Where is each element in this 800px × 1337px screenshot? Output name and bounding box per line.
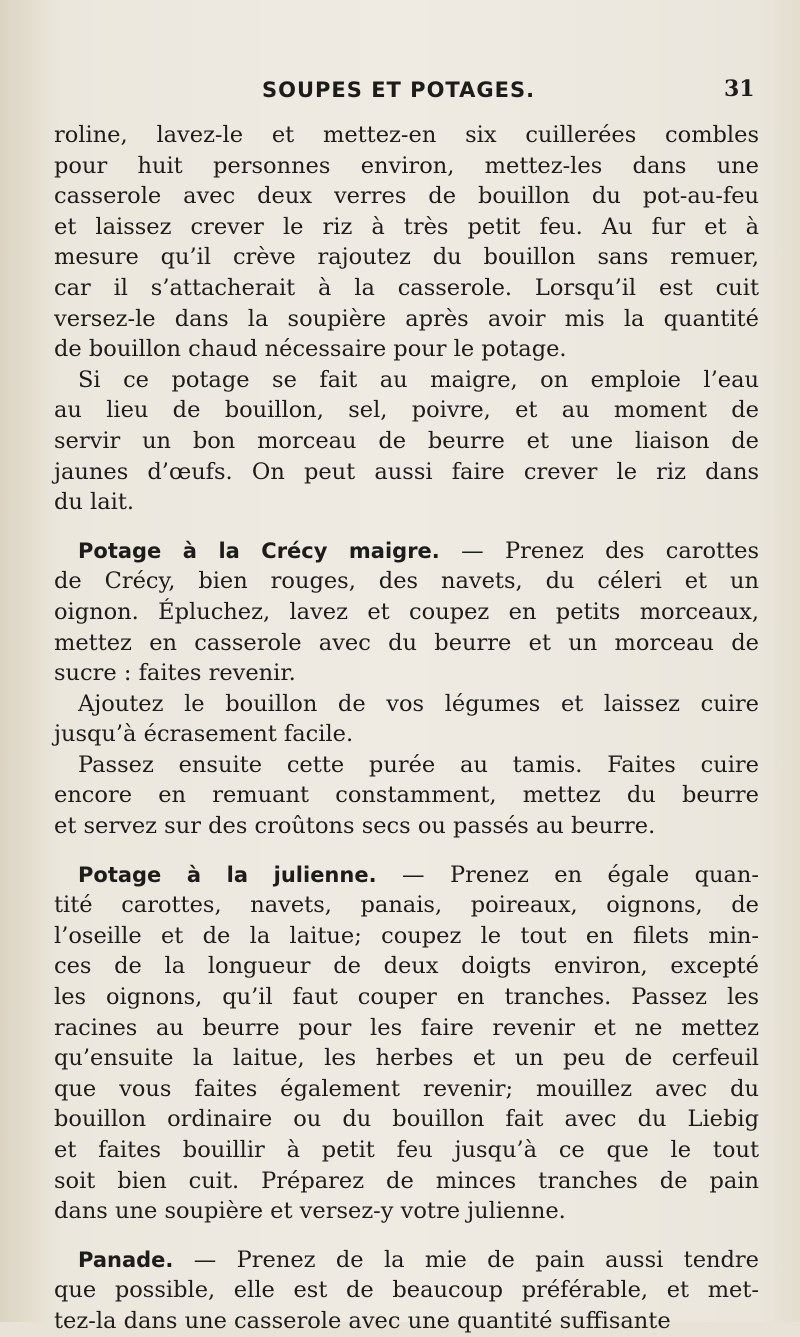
- running-title: SOUPES ET POTAGES.: [262, 78, 536, 102]
- text-line: sucre : faites revenir.: [54, 660, 296, 687]
- text-line: [54, 536, 759, 567]
- text-line: oignon. Épluchez, lavez et coupez en petits morceaux,: [54, 598, 759, 625]
- text-line: tité carottes, navets, panais, poireaux, oignons, de: [54, 892, 759, 919]
- text-line: [54, 1245, 759, 1276]
- paragraph: [54, 1245, 759, 1337]
- text-line: [54, 860, 759, 891]
- paragraph: [54, 536, 759, 689]
- page-header: [0, 72, 800, 112]
- paragraph-gap: [54, 1227, 759, 1245]
- heading-continuation: — Prenez des carottes: [439, 537, 759, 564]
- text-line: que vous faites également revenir; mouillez avec du: [54, 1075, 759, 1102]
- text-line: roline, lavez-le et mettez-en six cuillerées combles: [54, 122, 759, 148]
- text-line: et faites bouillir à petit feu jusqu’à ce que le tout: [54, 1137, 759, 1163]
- text-line: que possible, elle est de beaucoup préférable, et met-: [54, 1277, 759, 1304]
- section-heading: Potage à la julienne.: [78, 862, 377, 887]
- body-text: [54, 120, 759, 1337]
- paragraph: [54, 365, 759, 518]
- text-line: et laissez crever le riz à très petit feu. Au fur et à: [54, 213, 759, 240]
- paragraph: [54, 750, 759, 842]
- text-line: ces de la longueur de deux doigts environ, excepté: [54, 953, 759, 980]
- text-line: car il s’attacherait à la casserole. Lorsqu’il est cuit: [54, 274, 759, 301]
- paragraph: [54, 860, 759, 1227]
- paragraph-gap: [54, 518, 759, 536]
- heading-continuation: — Prenez de la mie de pain aussi tendre: [173, 1246, 759, 1273]
- text-line: l’oseille et de la laitue; coupez le tout en filets min-: [54, 922, 759, 949]
- text-line: encore en remuant constamment, mettez du beurre: [54, 782, 759, 809]
- text-line: casserole avec deux verres de bouillon du pot-au-feu: [54, 183, 759, 210]
- text-line: servir un bon morceau de beurre et une liaison de: [54, 427, 759, 454]
- text-line: soit bien cuit. Préparez de minces tranches de pain: [54, 1167, 759, 1194]
- text-line: jaunes d’œufs. On peut aussi faire crever le riz dans: [54, 458, 759, 485]
- text-line: Si ce potage se fait au maigre, on emploie l’eau: [78, 366, 759, 393]
- text-line: tez-la dans une casserole avec une quantité suffisante: [54, 1307, 671, 1334]
- text-line: du lait.: [54, 489, 135, 516]
- text-line: Ajoutez le bouillon de vos légumes et laissez cuire: [78, 690, 759, 717]
- text-line: qu’ensuite la laitue, les herbes et un peu de cerfeuil: [54, 1045, 759, 1072]
- text-line: bouillon ordinaire ou du bouillon fait avec du Liebig: [54, 1106, 759, 1133]
- section-heading: Panade.: [78, 1247, 174, 1272]
- text-line: de Crécy, bien rouges, des navets, du céleri et un: [54, 568, 759, 595]
- paragraph: [54, 689, 759, 750]
- text-line: mesure qu’il crève rajoutez du bouillon sans remuer,: [54, 244, 759, 271]
- text-line: Passez ensuite cette purée au tamis. Faites cuire: [78, 751, 759, 778]
- heading-continuation: — Prenez en égale quan-: [376, 861, 760, 888]
- text-line: de bouillon chaud nécessaire pour le potage.: [54, 336, 567, 363]
- text-line: dans une soupière et versez-y votre julienne.: [54, 1198, 566, 1225]
- text-line: racines au beurre pour les faire revenir et ne mettez: [54, 1014, 759, 1041]
- page-number: 31: [724, 76, 755, 102]
- paragraph: [54, 120, 759, 365]
- paragraph-gap: [54, 842, 759, 860]
- section-heading: Potage à la Crécy maigre.: [78, 538, 440, 563]
- text-line: les oignons, qu’il faut couper en tranches. Passez les: [54, 984, 759, 1011]
- text-line: et servez sur des croûtons secs ou passés au beurre.: [54, 813, 656, 840]
- text-line: pour huit personnes environ, mettez-les dans une: [54, 152, 759, 179]
- text-line: jusqu’à écrasement facile.: [54, 721, 354, 748]
- text-line: mettez en casserole avec du beurre et un morceau de: [54, 629, 759, 656]
- text-line: au lieu de bouillon, sel, poivre, et au moment de: [54, 397, 759, 424]
- text-line: versez-le dans la soupière après avoir mis la quantité: [54, 305, 759, 332]
